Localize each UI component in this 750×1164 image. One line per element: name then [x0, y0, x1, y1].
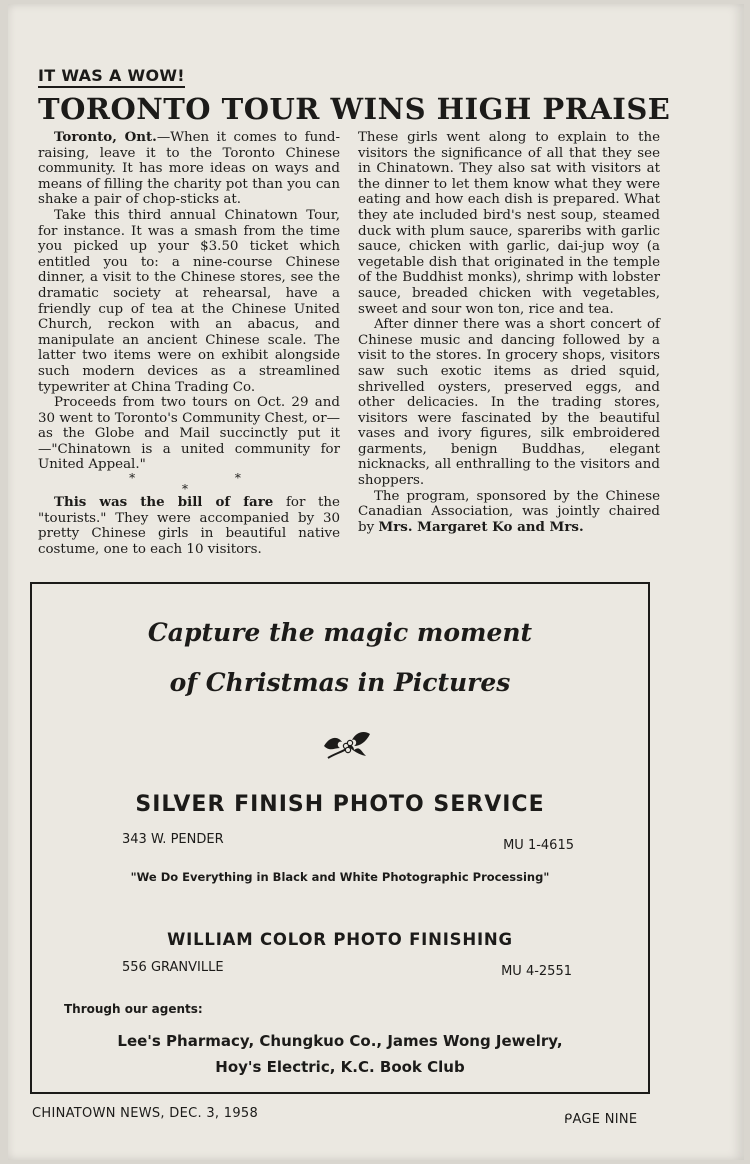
- newspaper-page: [8, 4, 744, 1160]
- article-paragraph: [358, 489, 660, 536]
- photo-service-advertisement: [30, 582, 650, 1094]
- article-paragraph: [38, 130, 340, 208]
- footer-publication: CHINATOWN NEWS, DEC. 3, 1958: [32, 1106, 259, 1121]
- company2-address: 556 GRANVILLE: [122, 960, 224, 975]
- ad-slogan: "We Do Everything in Black and White Photographic Processing": [130, 870, 550, 884]
- article-kicker: IT WAS A WOW!: [38, 66, 185, 88]
- article-paragraph: Proceeds from two tours on Oct. 29 and 30 went to Toronto's Community Chest, or—as the Globe and Mail succinctly put it—"Chinatown is a united community for United Appeal.": [38, 395, 340, 473]
- ad-headline-line2: of Christmas in Pictures: [169, 668, 511, 697]
- agents-label: Through our agents:: [64, 1002, 203, 1016]
- company1-address: 343 W. PENDER: [122, 832, 224, 847]
- footer-page-number: ᑭAGE NINE: [564, 1112, 638, 1127]
- bold-names: Mrs. Margaret Ko and Mrs.: [378, 518, 584, 535]
- article-right-column: [358, 130, 660, 535]
- ad-headline-line1: Capture the magic moment: [147, 618, 533, 647]
- dateline: Toronto, Ont.: [54, 129, 157, 145]
- company-name-silver-finish: SILVER FINISH PHOTO SERVICE: [135, 792, 545, 817]
- company2-phone: MU 4-2551: [501, 964, 572, 979]
- holly-icon: [320, 726, 374, 762]
- company-name-william-color: WILLIAM COLOR PHOTO FINISHING: [167, 930, 513, 949]
- section-separator: * * *: [129, 471, 289, 497]
- paragraph-text: —When it comes to fund-raising, leave it to the Toronto Chinese community. It has more ideas on ways and means of filling the charity pot than you can shake a pair of chop-sticks at.: [38, 130, 340, 208]
- article-paragraph: Take this third annual Chinatown Tour, for instance. It was a smash from the time you picked up your $3.50 ticket which entitled you to: a nine-course Chinese dinner, a visit to the Chinese stores, see the dramatic society at rehearsal, have a friendly cup of tea at the Chinese United Church, reckon with an abacus, and manipulate an ancient Chinese scale. The latter two items were on exhibit alongside such modern devices as a streamlined typewriter at China Trading Co.: [38, 207, 340, 395]
- article-paragraph: These girls went along to explain to the visitors the significance of all that they see in Chinatown. They also sat with visitors at the dinner to let them know what they were eating and how each dish is prepared. What they ate included bird's nest soup, steamed duck with plum sauce, spareribs with garlic sauce, chicken with garlic, dai-jup woy (a vegetable dish that originated in the temple of the Buddhist monks), shrimp with lobster sauce, breaded chicken with vegetables, sweet and sour won ton, rice and tea.: [358, 130, 660, 317]
- article-left-column: [38, 130, 340, 557]
- article-paragraph: After dinner there was a short concert of Chinese music and dancing followed by a visit to the stores. In grocery shops, visitors saw such exotic items as dried squid, shrivelled oysters, preserved eggs, and other delicacies. In the trading stores, visitors were fascinated by the beautiful vases and ivory figures, silk embroidered garments, benign Buddhas, elegant nicknacks, all enthralling to the visitors and shoppers.: [358, 317, 660, 489]
- company1-phone: MU 1-4615: [503, 838, 574, 853]
- bold-lead: This was the bill of fare: [54, 494, 274, 511]
- agents-list-line1: Lee's Pharmacy, Chungkuo Co., James Wong Jewelry,: [117, 1032, 563, 1050]
- paragraph-text: for the "tourists." They were accompanied by 30 pretty Chinese girls in beautiful native costume, one to each 10 visitors.: [38, 495, 340, 557]
- article-paragraph: [38, 495, 340, 557]
- article-headline: TORONTO TOUR WINS HIGH PRAISE: [38, 92, 671, 126]
- paragraph-text: The program, sponsored by the Chinese Canadian Association, was jointly chaired by: [358, 488, 660, 535]
- agents-list-line2: Hoy's Electric, K.C. Book Club: [215, 1058, 465, 1076]
